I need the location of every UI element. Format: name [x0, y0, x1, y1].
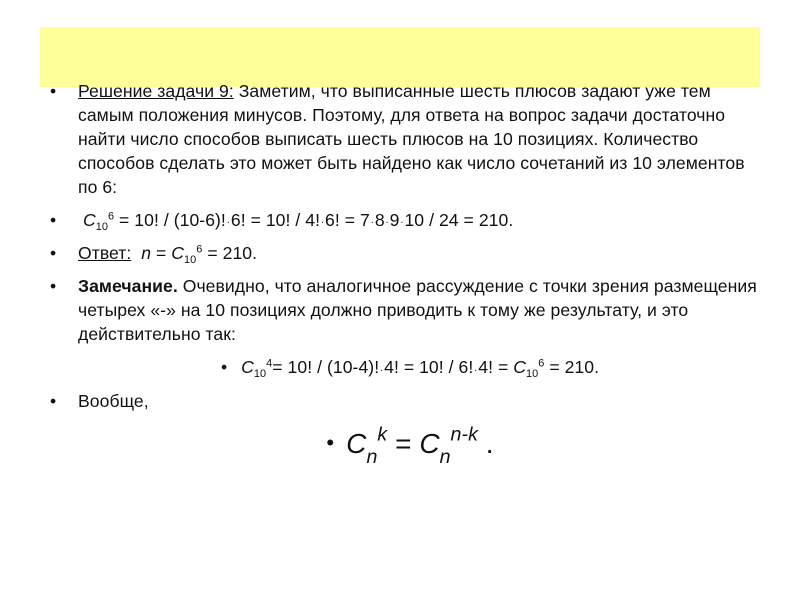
formula-part: 4! = 10! / 6!	[384, 357, 474, 378]
combination-sub: 10	[184, 254, 197, 267]
solution-text: Заметим, что выписанные шесть плюсов задают уже тем самым положения минусов. Поэтому, для ответа на вопрос задачи достаточно найти число способов выписать шесть плюсов на 10 позициях. Количество способов сделать это может быть найдено как число сочетаний из 10 элементов по 6:	[78, 81, 745, 197]
bullet: •	[50, 243, 57, 264]
calc-part: 6! = 10! / 4!	[230, 210, 321, 230]
general-formula-line	[50, 423, 760, 468]
formula-part: 4! =	[478, 357, 514, 378]
combination-sub: 10	[253, 368, 267, 381]
combination-sub: 10	[526, 368, 539, 381]
combination-sub: n	[439, 445, 451, 468]
remark-text: Очевидно, что аналогичное рассуждение с точки зрения размещения четырех «-» на 10 позициях должно приводить к тому же результату, и это действительно так:	[78, 276, 757, 345]
general-text: Вообще,	[78, 390, 149, 411]
combination-symbol: C	[171, 243, 185, 264]
formula-tail: .	[477, 427, 494, 459]
bullet: •	[50, 81, 57, 101]
calc-part: 8	[374, 210, 385, 230]
calc-part: 10 / 24 = 210.	[404, 210, 514, 230]
combination-sup: 6	[107, 210, 115, 223]
bullet: •	[50, 210, 57, 230]
list-item-calculation	[50, 208, 760, 232]
calc-part: 9	[389, 210, 400, 230]
calc-part: = 10! / (10-6)!	[114, 210, 226, 230]
combination-symbol: C	[82, 210, 96, 230]
solution-label: Решение задачи 9:	[78, 81, 234, 101]
combination-sub: 10	[95, 221, 108, 234]
mult-dot: .	[474, 361, 478, 374]
combination-symbol: C	[419, 427, 440, 459]
mult-dot: .	[380, 361, 384, 374]
answer-label: Ответ:	[78, 243, 132, 264]
list-item-general	[50, 389, 760, 413]
bullet: •	[220, 357, 228, 378]
remark-formula-line	[50, 355, 760, 379]
bullet: •	[50, 276, 57, 297]
combination-symbol: C	[241, 357, 254, 378]
mult-dot: .	[385, 214, 389, 227]
combination-sub: n	[366, 445, 378, 468]
formula-part: = 10! / (10-4)!	[272, 357, 380, 378]
answer-eq: =	[151, 243, 172, 264]
combination-sup: n-k	[450, 423, 478, 446]
title-band	[40, 27, 760, 87]
formula-tail: = 210.	[544, 357, 600, 378]
list-item-remark	[50, 274, 760, 346]
slide-content	[50, 79, 760, 468]
combination-symbol: C	[513, 357, 527, 378]
mult-dot: .	[321, 214, 325, 227]
mult-dot: .	[400, 214, 404, 227]
combination-sup: 4	[266, 357, 273, 370]
calc-part: 6! = 7	[325, 210, 370, 230]
mult-dot: .	[226, 214, 230, 227]
combination-sup: 6	[538, 357, 545, 370]
calc-formula	[78, 210, 514, 234]
combination-sup: 6	[196, 243, 203, 256]
combination-sup: k	[377, 423, 388, 446]
remark-label: Замечание.	[78, 276, 178, 297]
answer-tail: = 210.	[202, 243, 258, 264]
list-item-answer	[50, 241, 760, 265]
answer-n: n	[141, 243, 152, 264]
mult-dot: .	[370, 214, 374, 227]
list-item-solution	[50, 79, 760, 199]
formula-eq: =	[387, 427, 420, 459]
bullet: •	[50, 390, 57, 411]
combination-symbol: C	[346, 427, 367, 459]
bullet: •	[326, 429, 335, 455]
